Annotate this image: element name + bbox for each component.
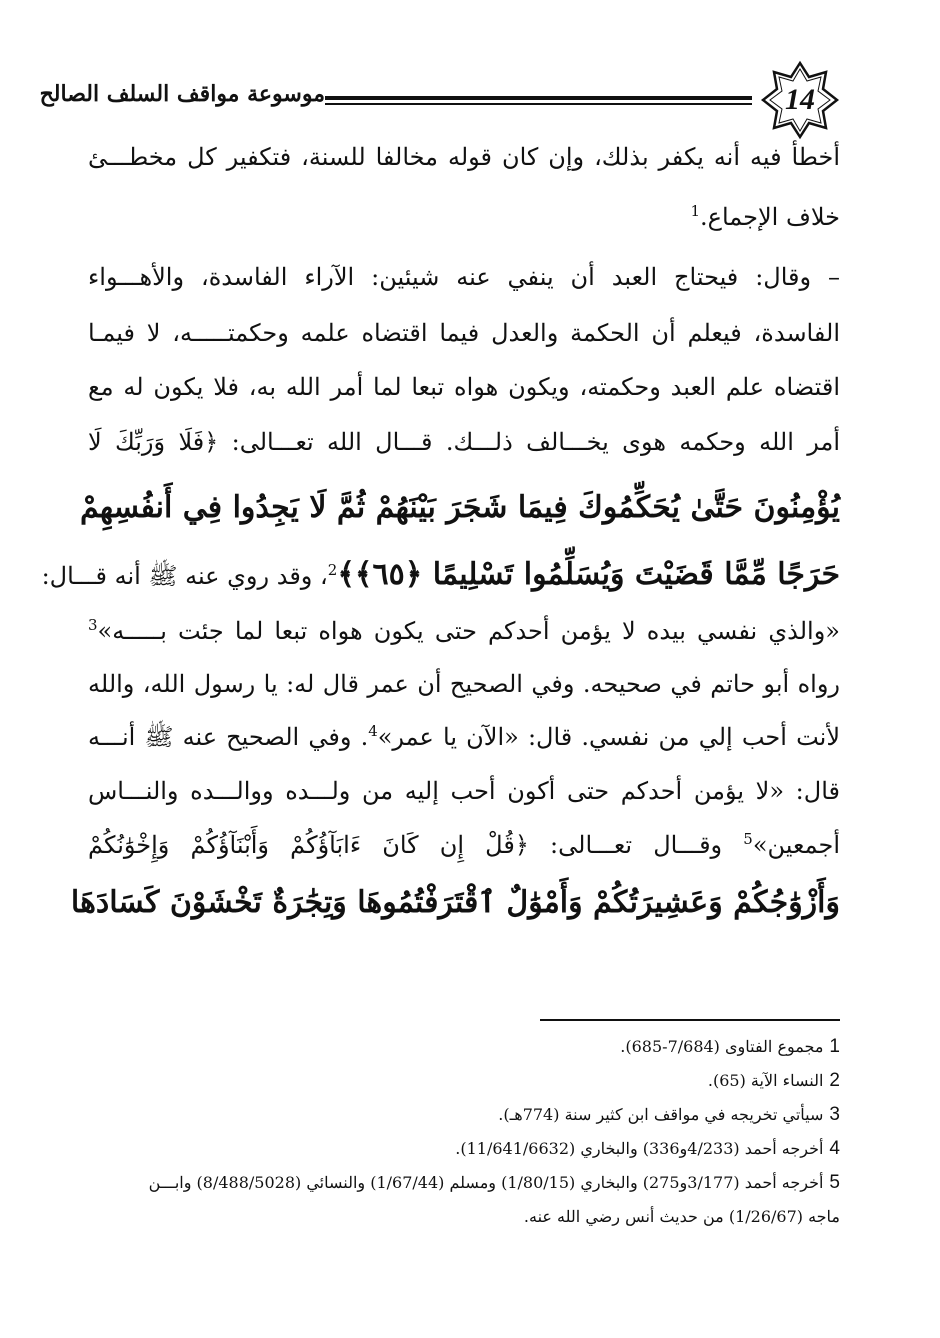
footnotes — [88, 1030, 840, 1234]
footnote — [88, 1030, 840, 1064]
footnote-ref: 5 — [743, 830, 753, 848]
footnote-number: 2 — [829, 1070, 840, 1091]
text-line-segment: ، وقد روي عنه ﷺ أنه قـــال: — [41, 562, 328, 590]
footnote — [88, 1064, 840, 1098]
footnote — [88, 1132, 840, 1166]
footnote-number: 1 — [829, 1036, 840, 1057]
page-number: 14 — [785, 83, 815, 116]
quran-verse-line: وَأَزْوَٰجُكُمْ وَعَشِيرَتُكُمْ وَأَمْوَٰلٌ ٱقْتَرَفْتُمُوهَا وَتِجَٰرَةٌ تَخْشَوْنَ كَسَادَهَا — [70, 885, 840, 920]
footnote-number: 5 — [829, 1172, 840, 1193]
text-line — [88, 818, 840, 872]
footnote-text: النساء الآية (65). — [707, 1071, 824, 1090]
header-rule-thin — [325, 103, 752, 105]
footnote-text: أخرجه أحمد (4/233و336) والبخاري (11/641/6632). — [455, 1139, 824, 1158]
text-line: رواه أبو حاتم في صحيحه. وفي الصحيح أن عمر قال له: يا رسول الله، والله — [88, 670, 840, 698]
text-line: – وقال: فيحتاج العبد أن ينفي عنه شيئين: الآراء الفاسدة، والأهـــواء — [88, 263, 840, 291]
text-line: الفاسدة، فيعلم أن الحكمة والعدل فيما اقتضاه علمه وحكمتـــــه، لا فيمـا — [88, 319, 840, 347]
text-line-segment: خلاف الإجماع. — [700, 203, 840, 231]
quran-verse-line: يُؤْمِنُونَ حَتَّىٰ يُحَكِّمُوكَ فِيمَا شَجَرَ بَيْنَهُمْ ثُمَّ لَا يَجِدُوا فِي أَنفُسِهِمْ — [79, 490, 840, 525]
text-line — [41, 546, 840, 605]
footnote-ref: 3 — [88, 616, 98, 634]
footnote — [88, 1166, 840, 1200]
footnote-text: مجموع الفتاوى (7/684-685). — [620, 1037, 824, 1056]
footnote-text: سيأتي تخريجه في مواقف ابن كثير سنة (774هـ). — [498, 1105, 824, 1124]
text-line: اقتضاه علم العبد وحكمته، ويكون هواه تبعا لما أمر الله به، فلا يكون له مع — [88, 373, 840, 401]
header-rule-thick — [325, 96, 752, 100]
text-line — [88, 186, 840, 248]
footnote-text: أخرجه أحمد (3/177و275) والبخاري (1/80/15) ومسلم (1/67/44) والنسائي (8/488/5028) وابـــن — [148, 1173, 824, 1192]
footnote-ref: 2 — [327, 561, 338, 579]
text-line-segment: وقـــال تعـــالى: ﴿قُلْ إِن كَانَ ءَابَآؤُكُمْ وَأَبْنَآؤُكُمْ وَإِخْوَٰنُكُمْ — [88, 831, 744, 859]
footnote-number: 4 — [829, 1138, 840, 1159]
text-line: أخطأ فيه أنه يكفر بذلك، وإن كان قوله مخالفا للسنة، فتكفير كل مخطـــئ — [88, 143, 840, 171]
footnote-ref: 1 — [690, 202, 700, 220]
text-line-segment: لأنت أحب إلي من نفسي. قال: «الآن يا عمر» — [377, 723, 841, 751]
text-line-segment: أجمعين» — [752, 831, 840, 859]
footnote — [88, 1098, 840, 1132]
text-line: أمر الله وحكمه هوى يخـــالف ذلـــك. قـــال الله تعـــالى: ﴿فَلَا وَرَبِّكَ لَا — [88, 428, 840, 456]
series-title: موسوعة مواقف السلف الصالح — [39, 81, 325, 107]
footnote-ref: 4 — [368, 722, 378, 740]
text-line — [88, 604, 840, 658]
quran-verse-segment: حَرَجًا مِّمَّا قَضَيْتَ وَيُسَلِّمُوا تَسْلِيمًا ﴿٦٥﴾﴾ — [337, 557, 840, 592]
text-line-segment: . وفي الصحيح عنه ﷺ أنـــه — [88, 723, 369, 751]
body-text — [41, 128, 841, 934]
text-line — [88, 710, 840, 764]
text-line-segment: «والذي نفسي بيده لا يؤمن أحدكم حتى يكون هواه تبعا لما جئت بـــــه» — [97, 617, 840, 645]
footnote-divider — [540, 1019, 840, 1021]
footnote-number: 3 — [829, 1104, 840, 1125]
text-line: قال: «لا يؤمن أحدكم حتى أكون أحب إليه من ولـــده ووالـــده والنـــاس — [88, 777, 840, 805]
footnote-continuation: ماجه (1/26/67) من حديث أنس رضي الله عنه. — [523, 1207, 840, 1226]
